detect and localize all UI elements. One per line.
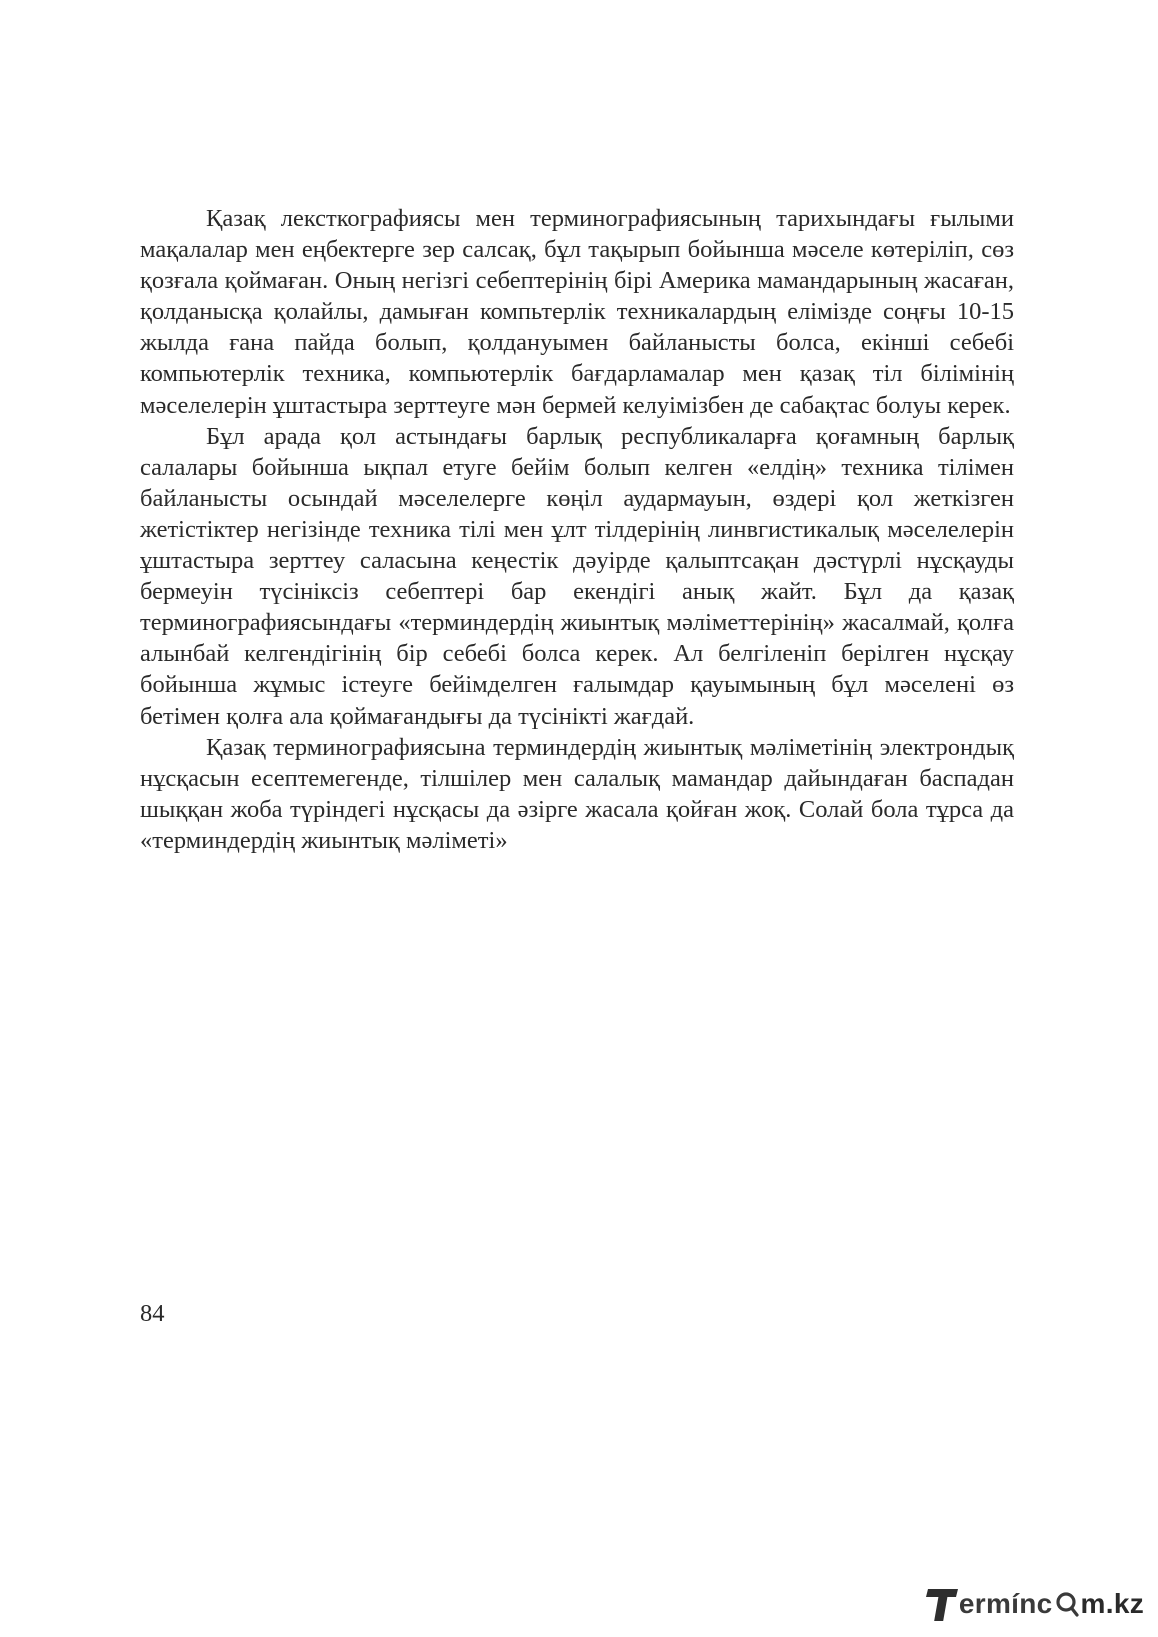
watermark-text-before: ermínc (958, 1588, 1053, 1619)
watermark-text-after: m.kz (1080, 1588, 1144, 1619)
termincom-logo-icon (927, 1585, 957, 1623)
watermark-text (959, 1587, 1144, 1621)
page-number: 84 (140, 1300, 165, 1327)
body-text (140, 203, 1014, 856)
site-watermark (927, 1585, 1144, 1623)
paragraph-1: Қазақ лексткографиясы мен терминографиясының тарихындағы ғылыми мақалалар мен еңбектерге зер салсақ, бұл тақырып бойынша мәселе көтеріліп, сөз қозғала қоймаған. Оның негізгі себептерінің бірі Америка мамандарының жасаған, қолданысқа қолайлы, дамыған компьтерлік техникалардың елімізде соңғы 10-15 жылда ғана пайда болып, қолдануымен байланысты болса, екінші себебі компьютерлік техника, компьютерлік бағдарламалар мен қазақ тіл білімінің мәселелерін ұштастыра зерттеуге мән бермей келуімізбен де сабақтас болуы керек. (140, 205, 1014, 419)
paragraph-2: Бұл арада қол астындағы барлық республикаларға қоғамның барлық салалары бойынша ықпал етуге бейім болып келген «елдің» техника тілімен байланысты осындай мәселелерге көңіл аудармауын, өздері қол жеткізген жетістіктер негізінде техника тілі мен ұлт тілдерінің линвгистикалық мәселелерін ұштастыра зерттеу саласына кеңестік дәуірде қалыптсақан дәстүрлі нұсқауды бермеуін түсініксіз себептері бар екендігі анық жайт. Бұл да қазақ терминографиясындағы «терминдердің жиынтық мәліметтерінің» жасалмай, қолға алынбай келгендігінің бір себебі болса керек. Ал белгіленіп берілген нұсқау бойынша жұмыс істеуге бейімделген ғалымдар қауымының бұл мәселені өз бетімен қолға ала қоймағандығы да түсінікті жағдай. (140, 422, 1014, 730)
paragraph-3: Қазақ терминографиясына терминдердің жиынтық мәліметінің электрондық нұсқасын есептемегенде, тілшілер мен салалық мамандар дайындаған баспадан шыққан жоба түріндегі нұсқасы да әзірге жасала қойған жоқ. Солай бола тұрса да «терминдердің жиынтық мәліметі» (140, 733, 1014, 854)
magnifier-icon (1054, 1587, 1080, 1621)
